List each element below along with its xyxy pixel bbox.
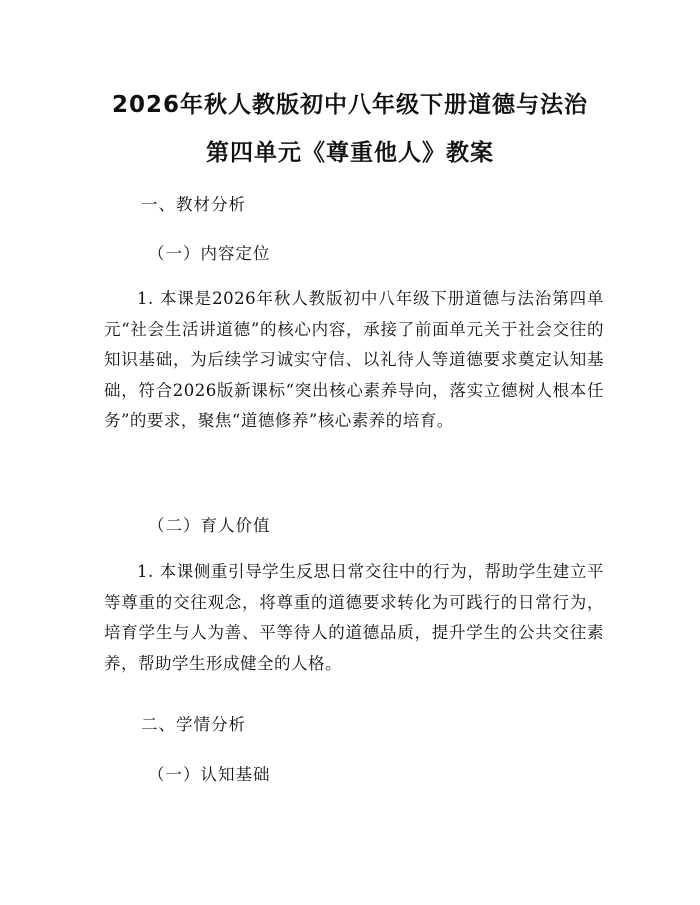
paragraph-content-positioning: 1. 本课是2026年秋人教版初中八年级下册道德与法治第四单元“社会生活讲道德”的核心内容，承接了前面单元关于社会交往的知识基础，为后续学习诚实守信、以礼待人等道德要求奠定认知基础，符合2026版新课标“突出核心素养导向，落实立德树人根本任务”的要求，聚焦“道德修养”核心素养的培育。: [104, 289, 604, 430]
section-heading-learning-situation: 二、学情分析: [141, 715, 246, 734]
document-title-line-2: 第四单元《尊重他人》教案: [206, 140, 494, 166]
paragraph-educational-value: 1. 本课侧重引导学生反思日常交往中的行为，帮助学生建立平等尊重的交往观念，将尊重的道德要求转化为可践行的日常行为，培育学生与人为善、平等待人的道德品质，提升学生的公共交往素养，帮助学生形成健全的人格。: [104, 562, 604, 673]
subsection-heading-educational-value: （二）育人价值: [148, 516, 271, 535]
subsection-heading-cognitive-foundation: （一）认知基础: [148, 765, 271, 784]
subsection-heading-content-positioning: （一）内容定位: [148, 244, 271, 263]
section-heading-teaching-material: 一、教材分析: [141, 195, 246, 214]
document-title-line-1: 2026年秋人教版初中八年级下册道德与法治: [111, 92, 588, 118]
